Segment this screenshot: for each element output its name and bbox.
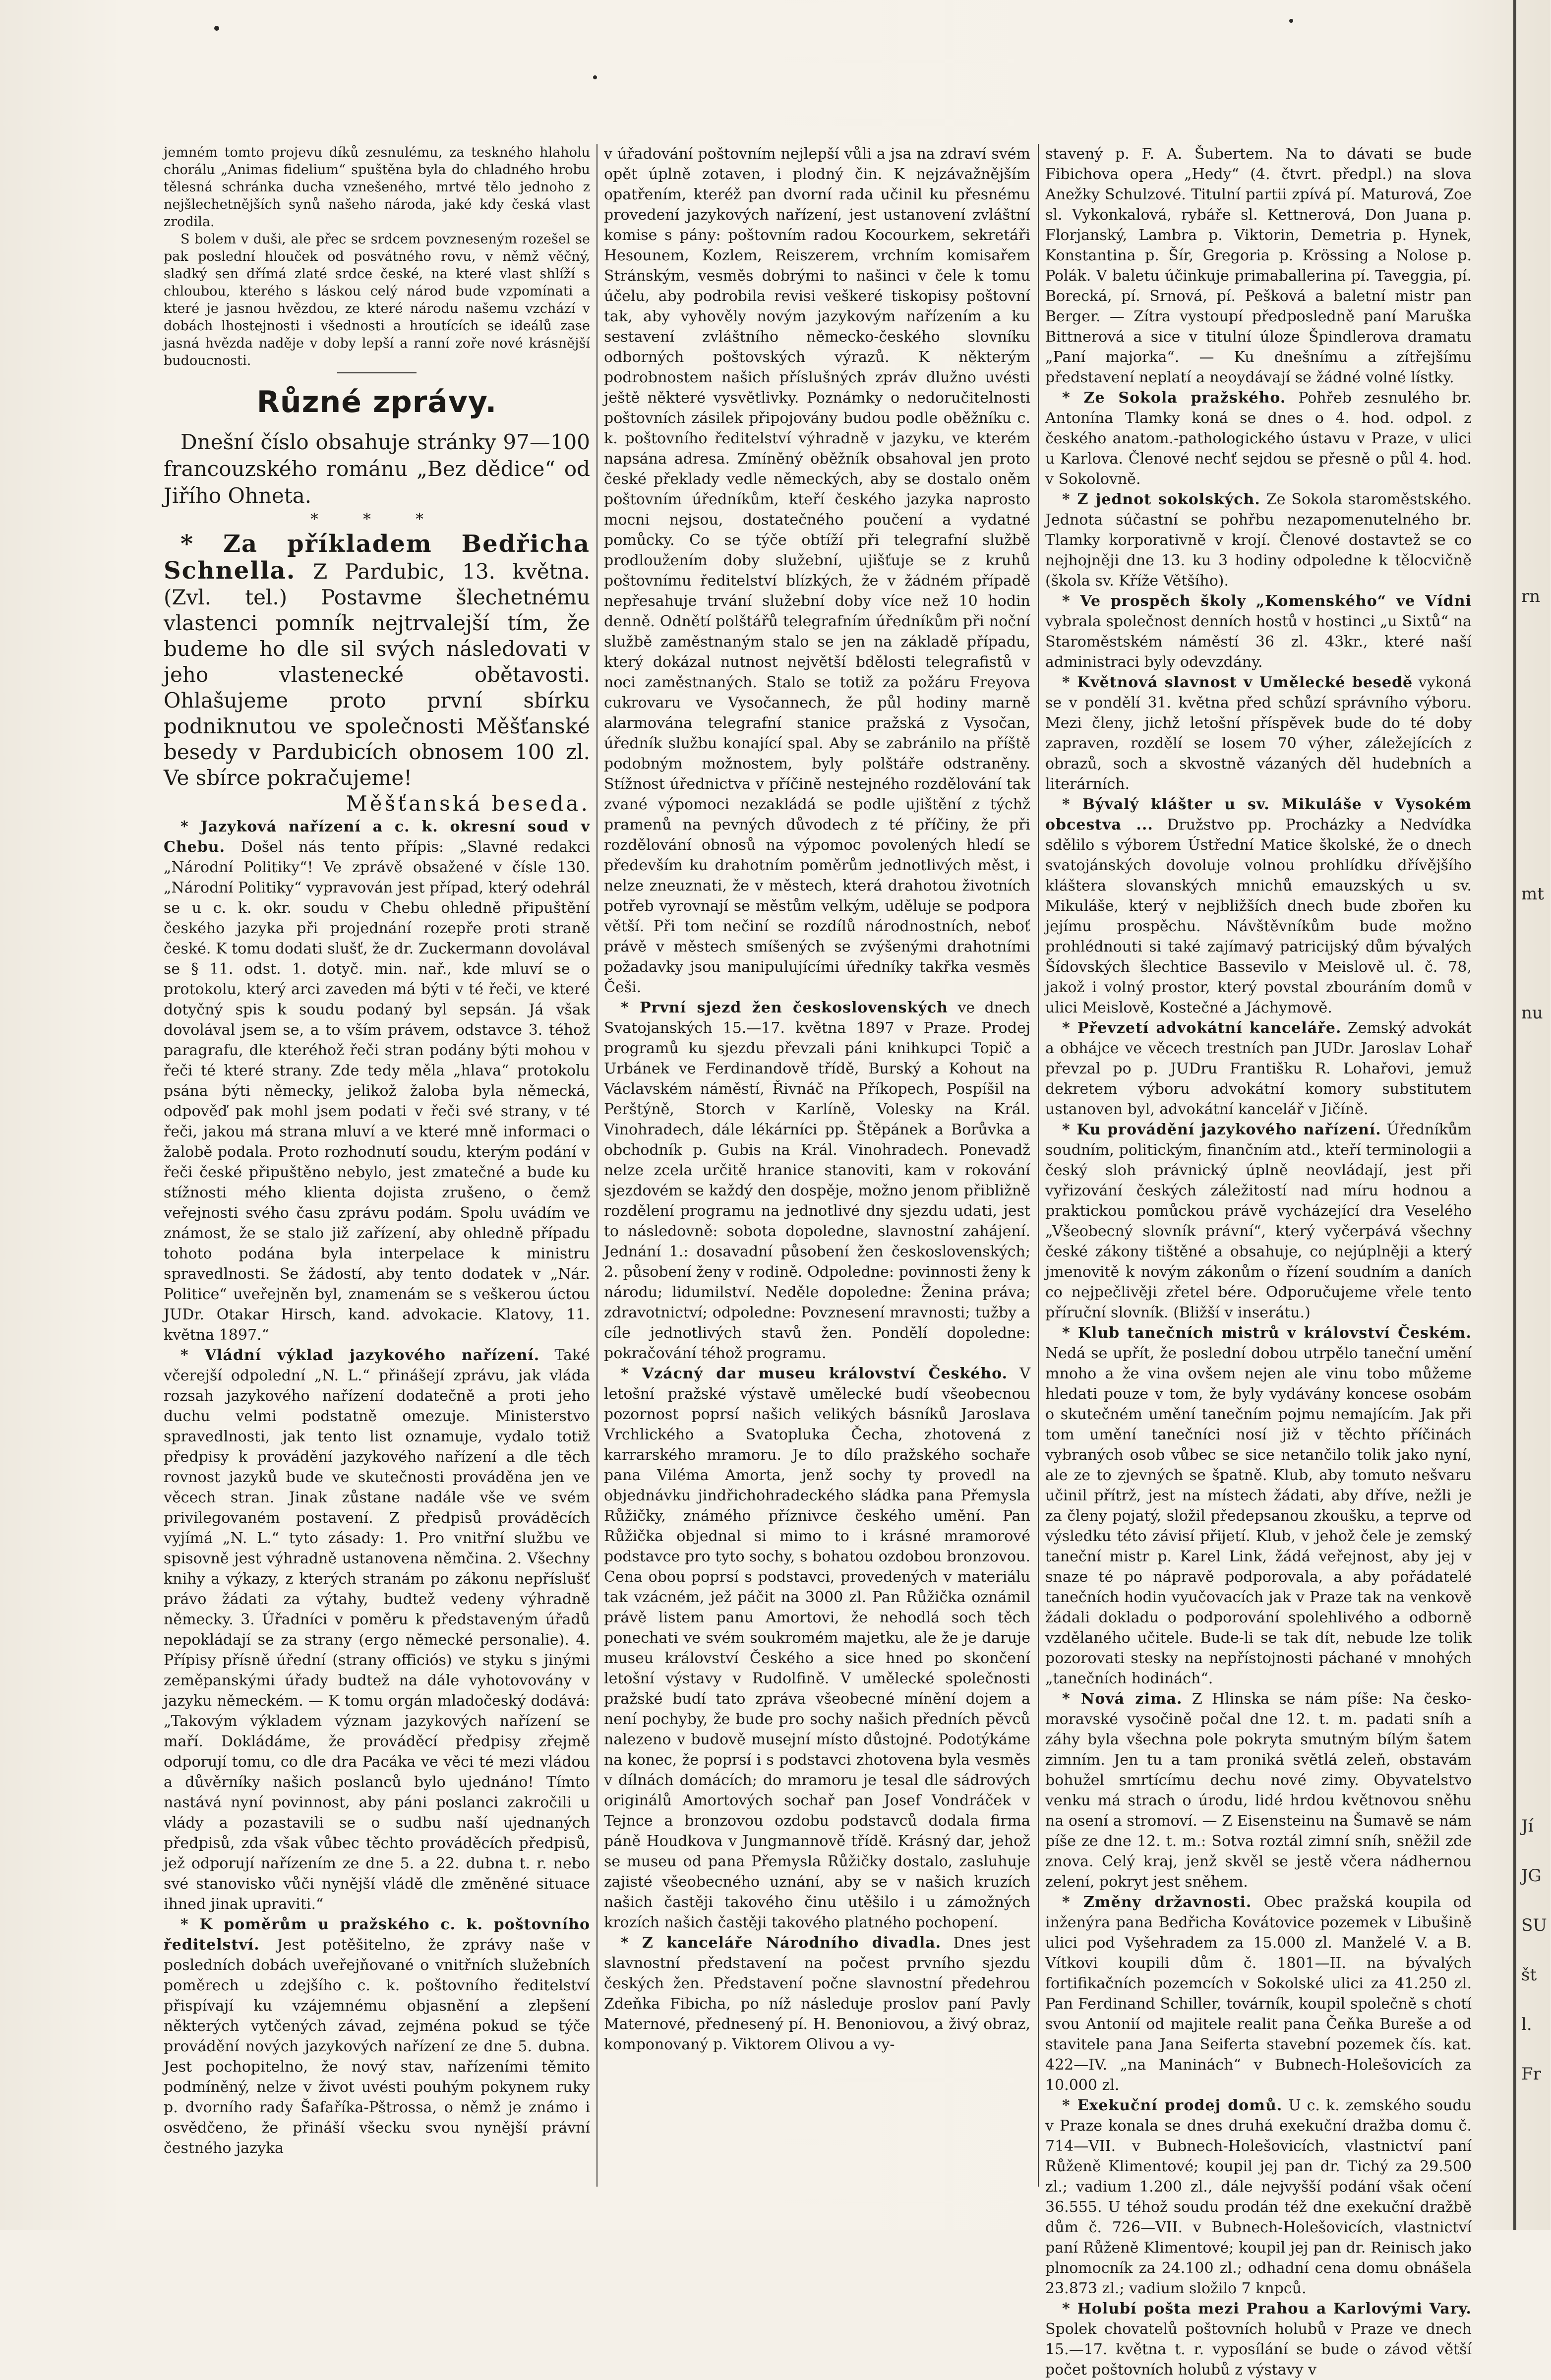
article-title: * Z jednot sokolských. (1062, 491, 1260, 508)
article-body: Dnes jest slavnostní představení na počest prvního sjezdu českých žen. Představení počne slavnostní předehrou Zdeňka Fibicha, po níž následuje proslov paní Pavly Maternové, přednesený pí. H. Benoniovou, a živý obraz, komponovaný p. Viktorem Olivou a vy- (604, 1934, 1030, 2053)
article-body: Došel nás tento přípis: „Slavné redakci „Národní Politiky“! Ve zprávě obsažené v čísle 130. „Národní Politiky“ vypravován jest případ, který odehrál se u c. k. okr. soudu v Chebu ohledně připuštění českého jazyka při projednání rozepře proti straně české. K tomu dodati slušť, že dr. Zuckermann dovolával se § 11. odst. 1. dotyč. min. nař., kde mluví se o protokolu, který arci zaveden má býti v té řeči, ve které dotyčný spis k soudu podaný byl sepsán. Já však dovolával jsem se, a to vším právem, odstavce 3. téhož paragrafu, dle kteréhož řeči stran podány býti mohou v řeči té které strany. Zde tedy měla „hlava“ protokolu psána býti německy, jelikož žaloba byla německá, odpověď pak mohl jsem podati v řeči své strany, v té řeči, jakou má strana mluví a ve které mně informaci o žalobě podala. Proto rozhodnutí soudu, kterým podání v řeči české připuštěno nebylo, jest zmatečné a bude ku stížnosti mého klienta dojista zrušeno, o čemž veřejnosti svého času zprávu podám. Spolu uvádím ve známost, že se stalo již zařízení, aby ohledně případu tohoto podána byla interpelace k ministru spravedlnosti. Se žádostí, aby tento dodatek v „Nár. Politice“ uveřejněn byl, znamenám se s veškerou úctou JUDr. Otakar Hirsch, kand. advokacie. Klatovy, 11. května 1897.“ (164, 838, 590, 1344)
article-text: stavený p. F. A. Šubertem. Na to dávati se bude Fibichova opera „Hedy“ (4. čtvrt. předpl.) na slova Anežky Schulzové. Titulní partii zpívá pí. Maturová, Zoe sl. Vykonkalová, rybáře sl. Kettnerová, Don Juana p. Florjanský, Lambra p. Viktorin, Demetria p. Hynek, Konstantina p. Šír, Gregoria p. Krössing a Nolose p. Polák. V baletu účinkuje primaballerina pí. Taveggia, pí. Borecká, pí. Srnová, pí. Pešková a baletní mistr pan Berger. — Zítra vystoupí předposledně paní Maruška Bittnerová a sice v titulní úloze Špindlerova dramatu „Paní majorka“. — Ku dnešnímu a zítřejšímu představení neplatí a neoydávají se žádné volné lístky. (1045, 145, 1472, 386)
ink-speck (1289, 19, 1293, 23)
article-text: S bolem v duši, ale přec se srdcem povzneseným rozešel se pak poslední hlouček od posvátného rovu, v němž věčný, sladký sen dřímá zlaté srdce české, na které vlast shlíží s chloubou, kterého s láskou celý národ bude vzpomínati a které je jasnou hvězdou, ze které národu našemu vzchází v dobách lhostejnosti i všednosti a hroutících se ideálů zase jasná hvězda naděje v doby lepší a ranní zoře nové krásnější budoucnosti. (164, 232, 590, 368)
article-body: Ze Sokola staroměstského. Jednota súčastní se pohřbu nezapomenutelného br. Tlamky korporativně v krojí. Členové dostavtež se co nejhojněji dne 13. ku 3 hodiny odpoledne k tělocvičně (škola sv. Kříže Většího). (1045, 491, 1472, 590)
adjacent-page-fragment: št (1521, 1965, 1537, 1985)
article-title: * Ze Sokola pražského. (1062, 389, 1286, 407)
article-body: ve dnech Svatojanských 15.—17. května 1897 v Praze. Prodej programů ku sjezdu převzali páni knihkupci Topič a Urbánek ve Ferdinandově třídě, Burský a Kohout na Václavském náměstí, Řivnáč na Příkopech, Pospíšil na Perštýně, Storch v Karlíně, Volesky na Král. Vinohradech, dále lékárníci pp. Štěpánek a Borůvka a obchodník p. Gubis na Král. Vinohradech. Ponevadž nelze zcela určitě hranice stanoviti, kam v rokování sjezdovém se každý den dospěje, možno jenom přibližně rozdělení programu na jednotlivé dny sjezdu udati, jest to následovně: sobota dopoledne, slavnostní zahájení. Jednání 1.: dosavadní působení žen československých; 2. působení ženy v rodině. Odpoledne: povinnosti ženy k národu; lidumilství. Neděle dopoledne: Ženina práva; zdravotnictví; odpoledne: Povznesení mravnosti; tužby a cíle jednotlivých stavů žen. Pondělí dopoledne: pokračování téhož programu. (604, 999, 1030, 1362)
adjacent-page-fragment: rn (1521, 587, 1541, 606)
section-heading: Různé zprávy. (256, 385, 497, 419)
article-body: Spolek chovatelů poštovních holubů v Praze ve dnech 15.—17. května t. r. vyposílání se bude o závod větší počet poštovních holubů z výstavy v (1045, 2320, 1472, 2379)
article-title: * Bývalý klášter u sv. Mikuláše v Vysokém obcestva ... (1045, 796, 1472, 833)
column-3 (1045, 144, 1472, 2379)
article-body: Nedá se upřít, že poslední dobou utrpělo taneční umění mnoho a že vina ovšem nejen ale vinu tobo můžeme hledati pouze v tom, že byly vydávány koncese osobám o skutečném umění tanečním pojmu nemajícím. Jak při tom umění tanečníci nosí již v těchto příčinách vybraných osob vůbec se sice netančilo tolik jako nyní, ale ze to zjevných se špatně. Klub, aby tomuto nešvaru učinil přítrž, jest na místech žádati, aby dříve, nežli je za členy pojatý, složil předepsanou zkoušku, a teprve od výsledku této závisí přijetí. Klub, v jehož čele je zemský taneční mistr p. Karel Link, žádá veřejnost, aby jej v snaze té po nápravě podporovala, a aby pořádatelé tanečních hodin vyučovacích jak v Praze tak na venkově žádali dokladu o podporování spolehlivého a odborně vzdělaného učitele. Bude-li se tak dít, nebude lze tolik pozorovati stesky na nepřístojnosti páchané v mnohých „tanečních hodinách“. (1045, 1345, 1472, 1687)
article-body: Obec pražská koupila od inženýra pana Bedřicha Kovátovice pozemek v Libušině ulici pod Vyšehradem za 15.000 zl. Manželé V. a B. Vítkovi koupili dům č. 1801—II. na bývalých fortifikačních pozemcích v Sokolské ulici za 41.250 zl. Pan Ferdinand Schiller, továrník, koupil společně s chotí svou Antonií od majitele realit pana Čeňka Bureše a od stavitele pana Jana Seiferta stavební pozemek čís. kat. 422—IV. „na Maninách“ v Bubnech-Holešovicích za 10.000 zl. (1045, 1894, 1472, 2094)
article-text: jemném tomto projevu díků zesnulému, za teskného hlaholu chorálu „Animas fidelium“ spuštěna byla do chladného hrobu tělesná schránka ducha vznešeného, mrtvé tělo jednoho z nejšlechetnějších synů našeho národa, jaké kdy česká vlast zrodila. (164, 145, 590, 230)
adjacent-page-fragment: SU (1521, 1915, 1547, 1935)
adjacent-page-fragment: mt (1521, 884, 1544, 904)
article-body: Zemský advokát a obhájce ve věcech trestních pan JUDr. Jaroslav Lohař převzal po p. JUDru Františku R. Lohařovi, jemuž dekretem výboru advokátní komory substitutem ustanoven byl, advokátní kancelář v Jičíně. (1045, 1019, 1472, 1118)
article-body: Pohřeb zesnulého br. Antonína Tlamky koná se dnes o 4. hod. odpol. z českého anatom.-pathologického ústavu v Praze, v ulici u Karlova. Členové nechť sejdou se přesně o půl 4. hod. v Sokolovně. (1045, 389, 1472, 488)
asterism: * * * (310, 510, 444, 529)
article-body: U c. k. zemského soudu v Praze konala se dnes druhá exekuční dražba domu č. 714—VII. v Bubnech-Holešovicích, vlastnictví paní Růženě Klimentové; koupil jej pan dr. Tichý za 29.500 zl.; vadium 1.200 zl., dále nejvyšší podání však očení 36.555. U téhož soudu prodán též dne exekuční dražbě dům č. 726—VII. v Bubnech-Holešovicích, vlastnictví paní Růženě Klimentové; koupil jej pan dr. Reinisch jako plnomocník za 24.100 zl.; odhadní cena domu obnášela 23.873 zl.; vadium složilo 7 knpců. (1045, 2097, 1472, 2297)
adjacent-page-fragment: nu (1521, 1003, 1543, 1023)
adjacent-page-fragment: Fr (1521, 2064, 1541, 2084)
page-edge-line (1513, 0, 1516, 2230)
article-title: * Květnová slavnost v Umělecké besedě (1062, 674, 1413, 691)
column-2 (604, 144, 1030, 2187)
article-title: * K poměrům u pražského c. k. poštovního ředitelství. (164, 1916, 590, 1954)
article-body: V letošní pražské výstavě umělecké budí všeobecnou pozornost poprsí našich velikých básníků Jaroslava Vrchlického a Svatopluka Čecha, zhotovená z karrarského mramoru. Je to dílo pražského sochaře pana Viléma Amorta, jenž sochy ty provedl na objednávku jindřichohradeckého sládka pana Přemysla Růžičky, známého příznivce českého umění. Pan Růžička objednal si mimo to i krásné mramorové podstavce pro tyto sochy, s bohatou ozdobou bronzovou. Cena obou poprsí s podstavci, provedených v materiálu tak vzácném, jež páčit na 3000 zl. Pan Růžička oznámil právě listem panu Amortovi, že nehodlá soch těch ponechati ve svém soukromém majetku, ale že je daruje museu království Českého a sice hned po skončení letošní výstavy v Rudolfině. V umělecké společnosti pražské budí tato zpráva všeobecné mínění dojem a není pochyby, že bude pro sochy našich předních pěvců nalezeno v budově musejní místo důstojné. Podotýkáme na konec, že poprsí i s podstavci zhotovena byla vesměs v dílnách domácích; do mramoru je tesal dle sádrových originálů Amortových sochař pan Josef Vondráček v Tejnce a bronzovou ozdobu podstavců dodala firma páně Houdkova v Jungmannově třídě. Krásný dar, jehož se museu od pana Přemysla Růžičky dostalo, zasluhuje zajisté všeobecného uznání, aby se v našich kruzích našich častěji takového činu utěšilo i u zámožných krozích našich častěji takového platného pochopení. (604, 1365, 1030, 1931)
article-title: * Ku provádění jazykového nařízení. (1062, 1121, 1381, 1138)
article-body: Jest potěšitelno, že zprávy naše v posledních dobách uveřejňované o vnitřních služebních poměrech u zdejšího c. k. poštovního ředitelství přispívají ku vzájemnému objasnění a zlepšení některých vytčených závad, zejména pokud se týče provádění nových jazykových nařízení ze dne 5. dubna. Jest pochopitelno, že nový stav, nařízeními těmito podmíněný, nelze v život uvésti pouhým pokynem ruky p. dvorního rady Šafaříka-Pštrossa, o němž je známo i osvědčeno, že přináší všecku svou nynější právní čestného jazyka (164, 1936, 590, 2157)
article-title: * Nová zima. (1062, 1690, 1183, 1708)
article-body: vybrala společnost denních hostů v hostinci „u Sixtů“ na Staroměstském náměstí 36 zl. 43kr., které naší administraci byly odevzdány. (1045, 613, 1472, 671)
article-text: v úřadování poštovním nejlepší vůli a jsa na zdraví svém opět úplně zotaven, i plodný čin. K nejzávažnějším opatřením, kteréž pan dvorní rada učinil ku přesnému provedení jazykových nařízení, jest ustanovení zvláštní komise s pány: poštovním radou Kocourkem, sekretáři Hesounem, Kozlem, Reiszerem, vrchním komisařem Stránským, vesměs dobrými to našinci v čele k tomu účelu, aby podrobila revisi veškeré tiskopisy poštovní tak, aby vyhověly novým jazykovým nařízením a ku sestavení zvláštního německo-českého slovníku odborných poštovských výrazů. K některým podrobnostem našich příslušných zpráv dlužno uvésti ještě některé vysvětlivky. Poznámky o nedoručitelnosti poštovních zásilek připojovány budou podle oběžníku c. k. poštovního ředitelství výhradně v jazyku, ve kterém napsána adresa. Zmíněný oběžník obsahoval jen proto české překlady vedle německých, aby se dostalo oněm poštovním úředníkům, kteří českého jazyka naprosto mocni nejsou, dostatečného poučení a vydatné pomůcky. Co se týče obtíží při telegrafní službě prodloužením doby služební, ujišťuje se z kruhů poštovnímu ředitelství blízkých, že v žádném případě nepřesahuje trvání služební doby více než 10 hodin denně. Odnětí polštářů telegrafním úředníkům při noční službě zaměstnaným stalo se jen na základě případu, který dokázal nutnost největší bdělosti telegrafistů v noci zaměstnaných. Stalo se totiž za požáru Freyova cukrovaru ve Vysočannech, že půl hodiny marně alarmována telegrafní stanice pražská z Vysočan, úředník službu konající spal. Aby se zabránilo na příště podobným možnostem, byly polštáře odstraněny. Stížnost úřednictva v příčině nestejného rozdělování tak zvané výpomoci nezakládá se podle ujištění z týchž pramenů na pevných důvodech z té příčiny, že při rozdělování obnosů na výpomoc povolených hledí se především ku drahotním poměrům jednotlivých měst, i nelze zneuznati, že v městech, která drahotou životních potřeb vyrovnají se městům velkým, uděluje se podpora větší. Při tom nečiní se rozdílů národnostních, neboť právě v městech smíšených se zvýšenými drahotními požadavky jsou manipulujícími úředníky takřka vesměs Češi. (604, 145, 1030, 996)
article-body: vykoná se v pondělí 31. května před schůzí správního výboru. Mezi členy, jichž letošní příspěvek bude do té doby zapraven, rozdělí se losem 70 výher, záležejících z obrazů, soch a skvostně vázaných děl hudebních a literárních. (1045, 674, 1472, 793)
article-title: * Ve prospěch školy „Komenského“ ve Vídni (1062, 593, 1472, 610)
article-body: Také včerejší odpolední „N. L.“ přinášejí zprávu, jak vláda rozsah jazykového nařízení dodatečně a proti jeho duchu velmi podstatně omezuje. Ministerstvo spravedlnosti, jak tento list oznamuje, vydalo totiž předpisy k provádění jazykového nařízení a dle těch rovnost jazyků bude ve skutečnosti prováděna jen ve věcech stran. Jinak zůstane nadále vše ve svém privilegovaném postavení. Z předpisů prováděcích vyjímá „N. L.“ tyto zásady: 1. Pro vnitřní službu ve spisovně jest výhradně ustanovena němčina. 2. Všechny knihy a výkazy, z kterých stranám po zákonu nepříslušť právo žádati za výtahy, budtež vedeny výhradně německy. 3. Úřadníci v poměru k představeným úřadů nepokládají se za strany (ergo německé personalie). 4. Přípisy přísně úřední (strany officiós) ve styku s jinými zeměpanskými úřady budtež na dále vyhotovovány v jazyku německém. — K tomu orgán mladočeský dodává: „Takovým výkladem význam jazykových nařízení se maří. Dokládáme, že prováděcí předpisy zřejmě odporují tomu, co dle dra Pacáka ve věci té mezi vládou a důvěrníky našich poslanců bylo ujednáno! Tímto nastává nyní povinnost, aby páni poslanci zakročili u vlády a pozastavili se o sudbu naší ujednaných předpisů, zda však vůbec těchto prováděcích předpisů, jež odporují nařízením ze dne 5. a 22. dubna t. r. nebo své stanovisko vůči nynější vládě dle změněné situace ihned jinak upraviti.“ (164, 1347, 590, 1913)
article-title: * Převzetí advokátní kanceláře. (1062, 1019, 1342, 1037)
column-rule (1038, 144, 1039, 2187)
article-title: * Holubí pošta mezi Prahou a Karlovými Vary. (1062, 2300, 1472, 2318)
article-title: * První sjezd žen československých (621, 999, 948, 1016)
signature: Měšťanská beseda. (346, 791, 590, 816)
article-title: * Jazyková nařízení a c. k. okresní soud v Chebu. (164, 818, 590, 856)
column-1 (164, 144, 590, 2187)
article-body: Z Pardubic, 13. května. (Zvl. tel.) Postavme šlechetnému vlastenci pomník nejtrvalejší tím, že budeme ho dle sil svých následovati v jeho vlastenecké obětavosti. Ohlašujeme proto první sbírku podniknutou ve společnosti Měšťanské besedy v Pardubicích obnosem 100 zl. Ve sbírce pokračujeme! (164, 559, 590, 790)
article-title: * Exekuční prodej domů. (1062, 2097, 1283, 2114)
article-title: * Klub tanečních mistrů v království Českém. (1062, 1324, 1472, 1342)
article-body: Družstvo pp. Procházky a Nedvídka sdělilo s výborem Ústřední Matice školské, že o dnech svatojánských dovoluje volnou prohlídku dřívějšího kláštera slovanských mnichů emauzských u sv. Mikuláše, který v nejbližších dnech bude zbořen ku jejímu prospěchu. Návštěvníkům bude možno prohlédnouti si také zajímavý patricijský dům bývalých Šídovských šlechtice Bassevilo v Meislově ul. č. 78, jakož i volný prostor, který povstal zbouráním domů v ulici Meislově, Kostečné a Jáchymově. (1045, 816, 1472, 1016)
article-title: * Vzácný dar museu království Českého. (621, 1365, 1008, 1382)
adjacent-page-fragment: JG (1521, 1866, 1542, 1886)
article-title: * Za příkladem Bedřicha Schnella. (164, 530, 590, 585)
adjacent-page-fragment: Jí (1521, 1816, 1534, 1836)
separator-rule (337, 372, 417, 373)
article-title: * Z kanceláře Národního divadla. (621, 1934, 942, 1952)
article-body: Úředníkům soudním, politickým, finančním atd., kteří terminologii a český sloh právnický úplně neovládají, jest při vyřizování českých záležitostí nad míru hodnou a praktickou pomůckou právě vycházející dra Veselého „Všeobecný slovník právní“, který vyčerpává všechny české zákony tištěné a obsahuje, co nejúplněji a který jmenovitě k novým zákonům o řízení soudním a daních co nejpečlivěji zřetel bére. Odporučujeme vřele tento příruční slovník. (Bližší v inserátu.) (1045, 1121, 1472, 1321)
article-title: * Změny državnosti. (1062, 1894, 1252, 1911)
article-body: Z Hlinska se nám píše: Na česko-moravské vysočině počal dne 12. t. m. padati sníh a záhy byla všechna pole pokryta smutným bílým šatem zimním. Jen tu a tam proniká světlá zeleň, obstavám bohužel smrtícímu dechu nové zimy. Obyvatelstvo venku má strach o úrodu, lidé hrdou květnovou sněhu na osení a stromoví. — Z Eisensteinu na Šumavě se nám píše ze dne 12. t. m.: Sotva roztál zimní sníh, sněžil zde znova. Celý kraj, jenž skvěl se jestě včera nádhernou zelení, pokryt jest sněhem. (1045, 1690, 1472, 1891)
adjacent-page-fragment: l. (1521, 2015, 1532, 2034)
ink-speck (214, 26, 219, 31)
ink-speck (593, 75, 597, 79)
lede-text: Dnešní číslo obsahuje stránky 97—100 francouzského románu „Bez dědice“ od Jiřího Ohneta. (164, 430, 590, 508)
article-title: * Vládní výklad jazykového nařízení. (180, 1347, 540, 1364)
